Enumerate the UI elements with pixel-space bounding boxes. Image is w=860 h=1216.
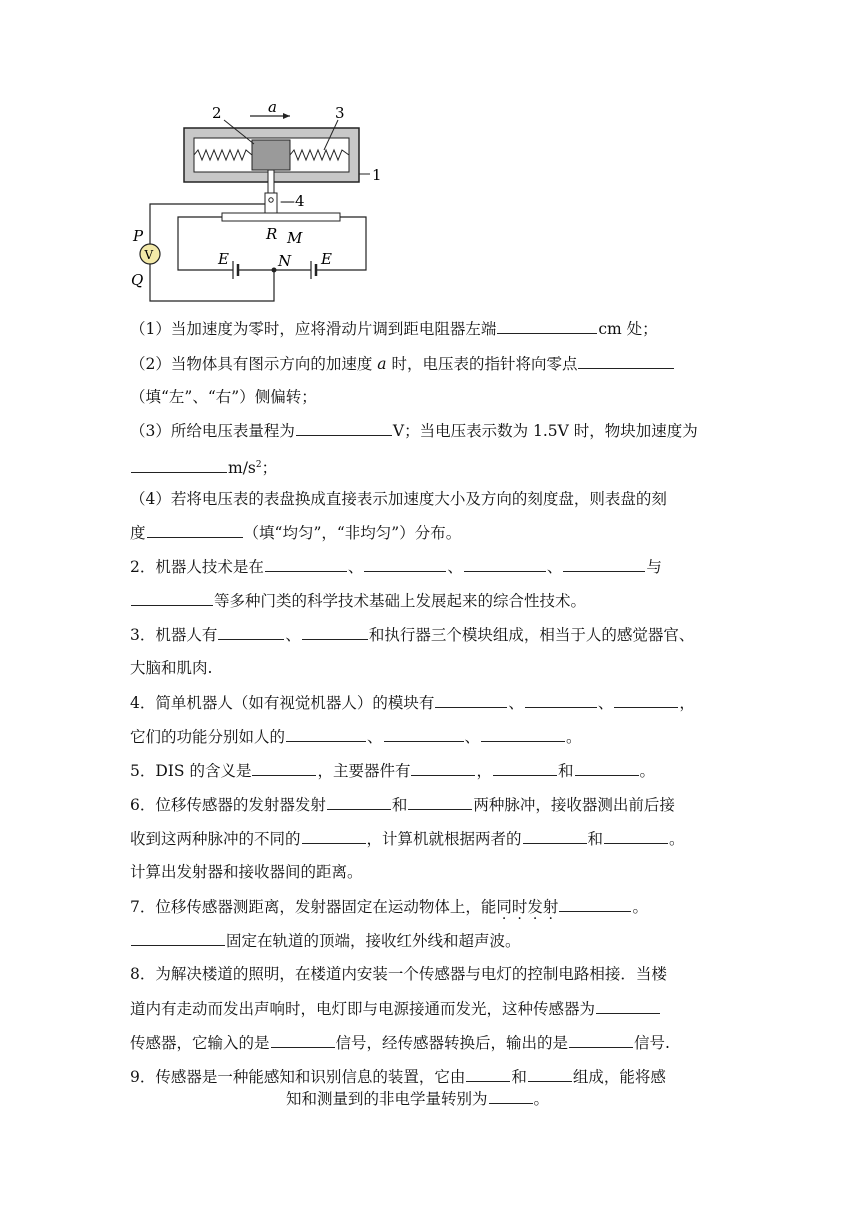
answer-blank[interactable] — [464, 556, 546, 572]
answer-blank[interactable] — [271, 1032, 335, 1048]
question-3-cont: 大脑和肌肉. — [130, 659, 213, 677]
answer-blank[interactable] — [252, 760, 316, 776]
question-6-cont: 收到这两种脉冲的不同的 ，计算机就根据两者的 和 。 — [130, 830, 685, 848]
question-1-part-2: （2）当物体具有图示方向的加速度 a 时，电压表的指针将向零点 — [130, 353, 675, 374]
answer-blank[interactable] — [559, 896, 631, 912]
question-8-cont: 道内有走动而发出声响时，电灯即与电源接通而发光，这种传感器为 — [130, 998, 661, 1019]
label-2: 2 — [212, 104, 222, 122]
label-V: V — [144, 248, 154, 262]
label-M: M — [287, 229, 303, 247]
label-4: —4 — [280, 192, 305, 210]
question-6: 6．位移传感器的发射器发射 和 两种脉冲，接收器测出前后接 — [130, 796, 675, 814]
question-4: 4．简单机器人（如有视觉机器人）的模块有 、 、 ， — [130, 694, 695, 712]
answer-blank[interactable] — [563, 556, 645, 572]
answer-blank[interactable] — [364, 556, 446, 572]
label-N: N — [278, 252, 292, 270]
answer-blank[interactable] — [493, 760, 557, 776]
question-7: 7．位移传感器测距离，发射器固定在运动物体上，能同时发射 。 — [130, 898, 648, 916]
question-1-part-3: （3）所给电压表量程为 V；当电压表示数为 1.5V 时，物块加速度为 — [130, 422, 698, 440]
answer-blank[interactable] — [302, 828, 366, 844]
answer-blank[interactable] — [528, 1066, 572, 1082]
resistor — [222, 213, 340, 221]
label-a: a — [268, 98, 277, 116]
slider-4 — [265, 193, 277, 215]
label-R: R — [266, 225, 278, 243]
answer-blank[interactable] — [575, 760, 639, 776]
answer-blank[interactable] — [286, 726, 366, 742]
answer-blank[interactable] — [384, 726, 464, 742]
accelerometer-circuit-figure — [128, 96, 388, 311]
answer-blank[interactable] — [523, 828, 587, 844]
answer-blank[interactable] — [497, 318, 597, 334]
question-1-part-4-cont: 度 （填“均匀”，“非均匀”）分布。 — [130, 524, 462, 542]
answer-blank[interactable] — [131, 457, 227, 473]
answer-blank[interactable] — [614, 692, 678, 708]
label-Q: Q — [131, 271, 144, 289]
question-1-part-3-unit: $m/s^2$； — [130, 455, 277, 478]
answer-blank[interactable] — [411, 760, 475, 776]
answer-blank[interactable] — [525, 692, 597, 708]
label-3: 3 — [335, 104, 345, 122]
answer-blank[interactable] — [481, 726, 565, 742]
answer-blank[interactable] — [327, 794, 391, 810]
answer-blank[interactable] — [578, 353, 674, 369]
question-4-cont: 它们的功能分别如人的 、 、 。 — [130, 728, 582, 746]
wire-P — [150, 204, 265, 244]
label-E-right: E — [321, 250, 332, 268]
answer-blank[interactable] — [265, 556, 347, 572]
question-9-cont: 知和测量到的非电学量转别为 。 — [286, 1090, 550, 1108]
answer-blank[interactable] — [302, 624, 368, 640]
answer-blank[interactable] — [408, 794, 472, 810]
question-8-cont-2: 传感器，它输入的是 信号，经传感器转换后，输出的是 信号. — [130, 1034, 670, 1052]
question-2: 2．机器人技术是在 、 、 、 与 — [130, 558, 662, 576]
question-9: 9．传感器是一种能感知和识别信息的装置，它由 和 组成，能将感 — [130, 1068, 666, 1086]
question-7-cont: 固定在轨道的顶端，接收红外线和超声波。 — [130, 930, 521, 951]
answer-blank[interactable] — [218, 624, 284, 640]
answer-blank[interactable] — [596, 998, 660, 1014]
question-5: 5．DIS 的含义是 ，主要器件有 ， 和 。 — [130, 762, 656, 780]
question-8: 8．为解决楼道的照明，在楼道内安装一个传感器与电灯的控制电路相接．当楼 — [130, 965, 667, 983]
question-3: 3．机器人有 、 和执行器三个模块组成，相当于人的感觉器官、 — [130, 626, 695, 644]
question-1-part-2-hint: （填“左”、“右”）侧偏转； — [130, 388, 317, 406]
answer-blank[interactable] — [131, 930, 225, 946]
label-P: P — [133, 227, 144, 245]
answer-blank[interactable] — [296, 420, 392, 436]
mass-block — [252, 140, 290, 170]
answer-blank[interactable] — [489, 1088, 533, 1104]
answer-blank[interactable] — [131, 590, 213, 606]
question-1-part-4: （4）若将电压表的表盘换成直接表示加速度大小及方向的刻度盘，则表盘的刻 — [130, 490, 667, 508]
question-2-cont: 等多种门类的科学技术基础上发展起来的综合性技术。 — [130, 590, 586, 611]
answer-blank[interactable] — [466, 1066, 510, 1082]
answer-blank[interactable] — [604, 828, 668, 844]
question-6-cont-2: 计算出发射器和接收器间的距离。 — [130, 863, 363, 881]
answer-blank[interactable] — [435, 692, 507, 708]
rod — [268, 170, 274, 194]
answer-blank[interactable] — [569, 1032, 633, 1048]
answer-blank[interactable] — [147, 522, 243, 538]
label-1: 1 — [372, 166, 382, 184]
question-1-part-1: （1）当加速度为零时，应将滑动片调到距电阻器左端 cm 处； — [130, 320, 658, 338]
circuit-diagram — [128, 96, 388, 311]
label-E-left: E — [218, 250, 229, 268]
